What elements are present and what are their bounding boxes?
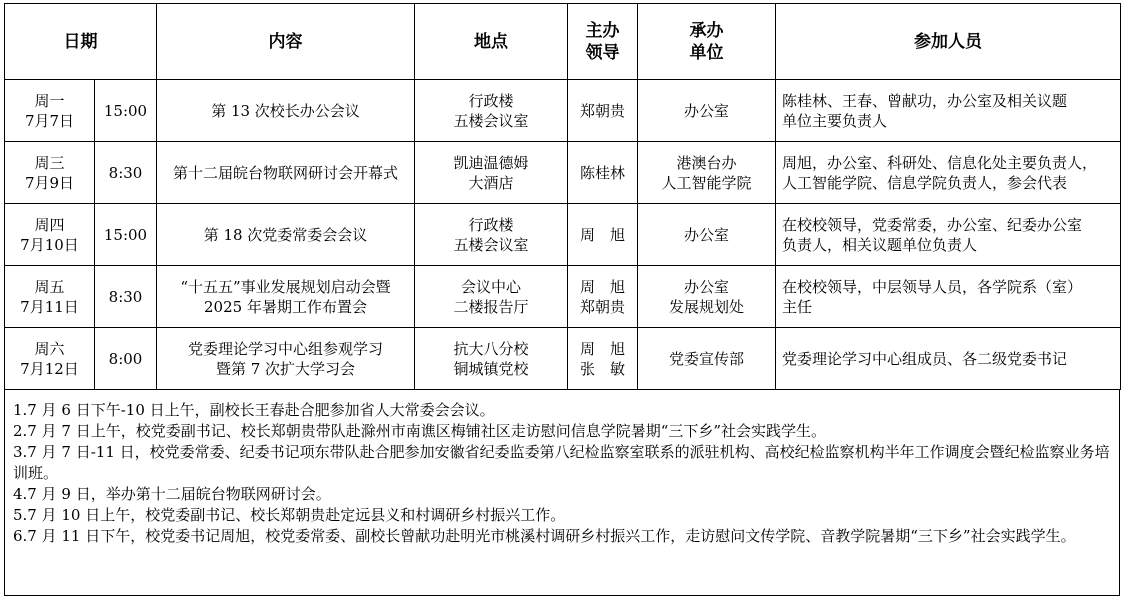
header-content: 内容 <box>157 4 415 80</box>
content-cell-line: “十五五”事业发展规划启动会暨 <box>180 277 391 296</box>
header-host <box>568 4 638 80</box>
content-cell-line: 党委理论学习中心组参观学习 <box>187 339 383 358</box>
calendar-date: 7月11日 <box>20 297 79 316</box>
location-cell-line: 行政楼 <box>468 91 514 110</box>
organizer-cell-line: 办公室 <box>683 101 729 120</box>
participants-cell-line: 主任 <box>782 297 813 316</box>
participants-cell <box>776 204 1121 266</box>
organizer-cell <box>638 142 776 204</box>
organizer-cell-line: 人工智能学院 <box>661 173 752 192</box>
note-item: 5.7 月 10 日上午，校党委副书记、校长郑朝贵赴定远县义和村调研乡村振兴工作。 <box>13 506 566 524</box>
content-cell-line: 第 18 次党委常委会会议 <box>203 225 368 244</box>
weekly-schedule-table <box>4 3 1121 390</box>
note-item: 2.7 月 7 日上午，校党委副书记、校长郑朝贵带队赴滁州市南谯区梅铺社区走访慰问信息学院暑期“三下乡”社会实践学生。 <box>13 422 827 440</box>
time-cell: 8:30 <box>95 266 157 328</box>
participants-cell <box>776 80 1121 142</box>
host-cell-line: 周 旭 <box>579 225 625 244</box>
host-cell <box>568 204 638 266</box>
organizer-cell-line: 发展规划处 <box>668 297 744 316</box>
organizer-cell <box>638 80 776 142</box>
participants-cell-line: 在校校领导，中层领导人员，各学院系（室） <box>782 277 1083 296</box>
location-cell-line: 抗大八分校 <box>453 339 529 358</box>
day-date-cell <box>5 328 95 390</box>
organizer-cell <box>638 266 776 328</box>
participants-cell-line: 在校校领导，党委常委，办公室、纪委办公室 <box>782 215 1083 234</box>
location-cell-line: 凯迪温德姆 <box>453 153 529 172</box>
content-cell <box>157 328 415 390</box>
host-cell-line: 陈桂林 <box>579 163 625 182</box>
content-cell <box>157 266 415 328</box>
location-cell <box>415 80 568 142</box>
weekday: 周一 <box>34 91 65 110</box>
note-item: 3.7 月 7 日-11 日，校党委常委、纪委书记项东带队赴合肥参加安徽省纪委监委第八纪检监察室联系的派驻机构、高校纪检监察机构半年工作调度会暨纪检监察业务培训班。 <box>13 443 1110 482</box>
host-cell-line: 周 旭 <box>579 339 625 358</box>
participants-cell-line: 人工智能学院、信息学院负责人，参会代表 <box>782 173 1068 192</box>
table-row <box>5 80 1121 142</box>
note-item: 4.7 月 9 日，举办第十二届皖台物联网研讨会。 <box>13 485 331 503</box>
content-cell-line: 第十二届皖台物联网研讨会开幕式 <box>172 163 398 182</box>
note-item: 1.7 月 6 日下午-10 日上午，副校长王春赴合肥参加省人大常委会会议。 <box>13 401 495 419</box>
location-cell <box>415 142 568 204</box>
time-cell: 15:00 <box>95 204 157 266</box>
location-cell <box>415 328 568 390</box>
participants-cell-line: 负责人，相关议题单位负责人 <box>782 235 978 254</box>
header-date: 日期 <box>5 4 157 80</box>
host-cell <box>568 142 638 204</box>
day-date-cell <box>5 142 95 204</box>
table-row <box>5 266 1121 328</box>
host-cell <box>568 80 638 142</box>
organizer-cell <box>638 328 776 390</box>
calendar-date: 7月12日 <box>20 359 79 378</box>
header-organizer-line: 承办 <box>689 20 724 41</box>
host-cell <box>568 328 638 390</box>
table-row <box>5 328 1121 390</box>
organizer-cell <box>638 204 776 266</box>
calendar-date: 7月10日 <box>20 235 79 254</box>
participants-cell <box>776 328 1121 390</box>
location-cell-line: 铜城镇党校 <box>453 359 529 378</box>
organizer-cell-line: 党委宣传部 <box>668 349 744 368</box>
organizer-cell-line: 办公室 <box>683 277 729 296</box>
header-participants: 参加人员 <box>776 4 1121 80</box>
table-row <box>5 142 1121 204</box>
day-date-cell <box>5 204 95 266</box>
host-cell <box>568 266 638 328</box>
participants-cell <box>776 142 1121 204</box>
header-organizer-line: 单位 <box>689 42 724 63</box>
calendar-date: 7月7日 <box>24 111 75 130</box>
weekday: 周五 <box>34 277 65 296</box>
weekday: 周三 <box>34 153 65 172</box>
location-cell-line: 会议中心 <box>460 277 521 296</box>
content-cell-line: 暨第 7 次扩大学习会 <box>215 359 356 378</box>
table-row <box>5 204 1121 266</box>
content-cell <box>157 80 415 142</box>
header-organizer <box>638 4 776 80</box>
organizer-cell-line: 办公室 <box>683 225 729 244</box>
note-item: 6.7 月 11 日下午，校党委书记周旭，校党委常委、副校长曾献功赴明光市桃溪村调研乡村振兴工作，走访慰问文传学院、音教学院暑期“三下乡”社会实践学生。 <box>13 527 1076 545</box>
host-cell-line: 张 敏 <box>579 359 625 378</box>
content-cell <box>157 204 415 266</box>
calendar-date: 7月9日 <box>24 173 75 192</box>
location-cell-line: 五楼会议室 <box>453 111 529 130</box>
time-cell: 8:00 <box>95 328 157 390</box>
content-cell <box>157 142 415 204</box>
host-cell-line: 周 旭 <box>579 277 625 296</box>
location-cell-line: 五楼会议室 <box>453 235 529 254</box>
header-location: 地点 <box>415 4 568 80</box>
time-cell: 15:00 <box>95 80 157 142</box>
weekday: 周四 <box>34 215 65 234</box>
notes-section <box>4 390 1120 596</box>
time-cell: 8:30 <box>95 142 157 204</box>
participants-cell-line: 周旭，办公室、科研处、信息化处主要负责人， <box>782 153 1098 172</box>
participants-cell-line: 党委理论学习中心组成员、各二级党委书记 <box>782 349 1068 368</box>
content-cell-line: 2025 年暑期工作布置会 <box>204 297 367 316</box>
day-date-cell <box>5 266 95 328</box>
organizer-cell-line: 港澳台办 <box>676 153 737 172</box>
host-cell-line: 郑朝贵 <box>579 297 625 316</box>
location-cell-line: 大酒店 <box>468 173 514 192</box>
content-cell-line: 第 13 次校长办公会议 <box>211 101 360 120</box>
header-host-line: 主办 <box>585 20 620 41</box>
schedule-document <box>4 3 1120 596</box>
header-host-line: 领导 <box>585 42 620 63</box>
location-cell-line: 行政楼 <box>468 215 514 234</box>
location-cell <box>415 266 568 328</box>
participants-cell-line: 单位主要负责人 <box>782 111 888 130</box>
location-cell-line: 二楼报告厅 <box>453 297 529 316</box>
participants-cell-line: 陈桂林、王春、曾献功，办公室及相关议题 <box>782 91 1068 110</box>
participants-cell <box>776 266 1121 328</box>
weekday: 周六 <box>34 339 65 358</box>
day-date-cell <box>5 80 95 142</box>
location-cell <box>415 204 568 266</box>
host-cell-line: 郑朝贵 <box>579 101 625 120</box>
table-header-row <box>5 4 1121 80</box>
